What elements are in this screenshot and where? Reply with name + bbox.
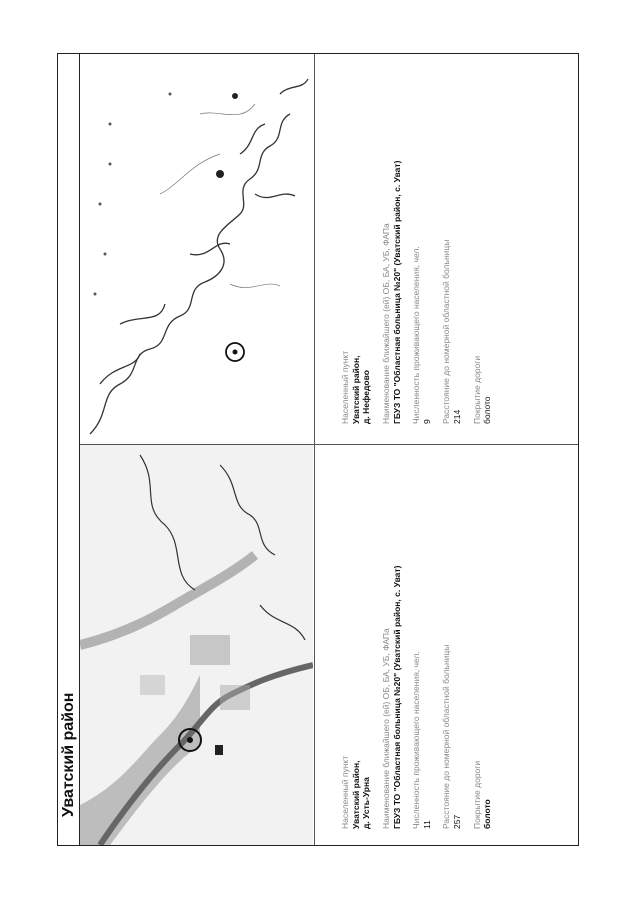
distance-label: Расстояние до номерной областной больницы	[441, 644, 452, 829]
road-value: болото	[482, 396, 493, 424]
map-nefedovo-drawing	[80, 54, 313, 443]
settlement-line-2: д. Нефедово	[361, 370, 372, 424]
road-value: болото	[482, 799, 493, 829]
distance-value: 257	[452, 814, 462, 829]
page-title: Уватский район	[59, 692, 77, 817]
map-ust-urna-drawing	[80, 445, 313, 845]
settlement-marker	[216, 170, 224, 178]
road-label: Покрытие дороги	[471, 760, 482, 829]
settlement-label: Населенный пункт	[340, 350, 350, 424]
population-label: Численность проживающего населения, чел.	[411, 651, 422, 829]
settlement-marker	[215, 745, 223, 755]
map-nefedovo	[80, 54, 313, 443]
population-value: 11	[421, 820, 432, 829]
facility-label: Наименование ближайшего (ей) ОБ, БА, УБ, ФАПа	[380, 628, 391, 829]
population-value: 9	[421, 419, 432, 424]
facility-value: ГБУЗ ТО "Областная больница №20" (Уватский район, с. Уват)	[391, 160, 402, 424]
road-label: Покрытие дороги	[471, 355, 482, 424]
facility-label: Наименование ближайшего (ей) ОБ, БА, УБ, ФАПа	[380, 223, 391, 424]
settlement-line-1: Уватский район,	[350, 355, 361, 424]
distance-label: Расстояние до номерной областной больницы	[441, 239, 452, 424]
settlement-line-1: Уватский район,	[350, 760, 361, 829]
title-band	[58, 54, 80, 845]
location-target-icon	[226, 343, 244, 361]
settlement-label: Населенный пункт	[340, 755, 350, 829]
map-ust-urna	[80, 445, 313, 845]
page-frame	[57, 53, 579, 846]
distance-value: 214	[452, 409, 462, 424]
column-divider	[314, 54, 315, 845]
settlement-line-2: д. Усть-Урна	[361, 777, 372, 829]
content-area	[80, 54, 578, 845]
facility-value: ГБУЗ ТО "Областная больница №20" (Уватский район, с. Уват)	[391, 565, 402, 829]
population-label: Численность проживающего населения, чел.	[411, 246, 422, 424]
